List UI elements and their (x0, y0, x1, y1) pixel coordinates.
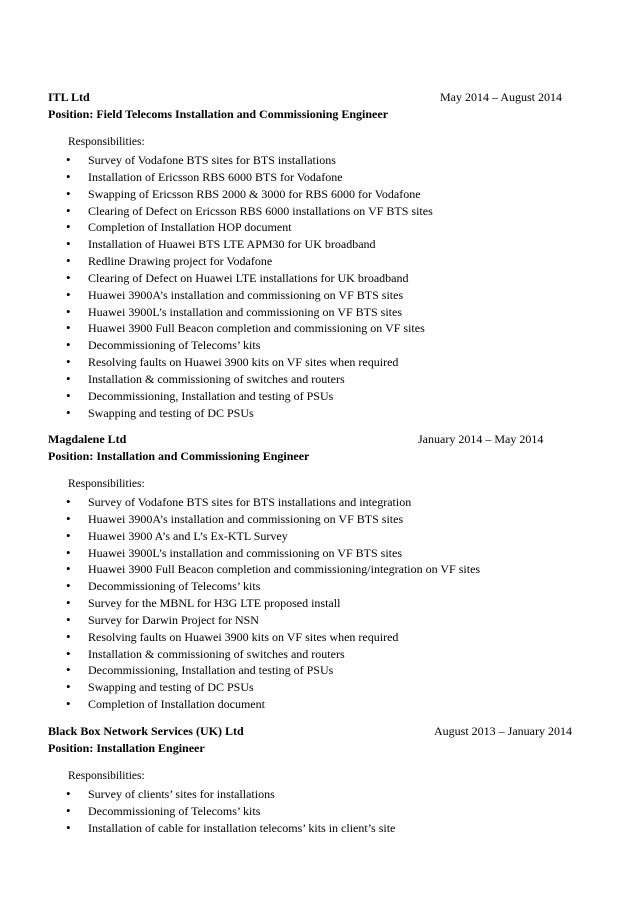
list-item: • Huawei 3900 Full Beacon completion and commissioning/integration on VF sites (66, 561, 572, 578)
list-item: • Decommissioning of Telecoms’ kits (66, 803, 572, 820)
job-position: Position: Installation and Commissioning Engineer (48, 449, 310, 463)
list-item: • Survey of Vodafone BTS sites for BTS installations and integration (66, 494, 572, 511)
list-item: • Resolving faults on Huawei 3900 kits on VF sites when required (66, 629, 572, 646)
list-item: • Installation of Huawei BTS LTE APM30 for UK broadband (66, 236, 572, 253)
job-position: Position: Installation Engineer (48, 741, 205, 755)
employment-dates: May 2014 – August 2014 (440, 90, 563, 104)
list-item: • Survey for Darwin Project for NSN (66, 612, 572, 629)
job-itl (48, 89, 572, 422)
list-item: • Installation & commissioning of switches and routers (66, 371, 572, 388)
list-item: • Redline Drawing project for Vodafone (66, 253, 572, 270)
job-magdalene (48, 431, 572, 713)
employment-dates: January 2014 – May 2014 (418, 432, 544, 446)
job-black-box (48, 723, 572, 837)
job-header (48, 723, 572, 740)
list-item: • Decommissioning of Telecoms’ kits (66, 578, 572, 595)
list-item: • Resolving faults on Huawei 3900 kits on VF sites when required (66, 354, 572, 371)
responsibilities-label: Responsibilities: (68, 136, 145, 148)
list-item: • Installation of Ericsson RBS 6000 BTS for Vodafone (66, 169, 572, 186)
company-name: ITL Ltd (48, 90, 90, 104)
list-item: • Decommissioning, Installation and testing of PSUs (66, 662, 572, 679)
employment-dates: August 2013 – January 2014 (434, 724, 572, 738)
list-item: • Completion of Installation HOP document (66, 219, 572, 236)
list-item: • Clearing of Defect on Huawei LTE installations for UK broadband (66, 270, 572, 287)
responsibilities-list (48, 152, 572, 422)
list-item: • Survey of clients’ sites for installations (66, 786, 572, 803)
list-item: • Huawei 3900L’s installation and commissioning on VF BTS sites (66, 304, 572, 321)
list-item: • Swapping and testing of DC PSUs (66, 679, 572, 696)
list-item: • Huawei 3900A’s installation and commissioning on VF BTS sites (66, 287, 572, 304)
responsibilities-list (48, 494, 572, 713)
job-position: Position: Field Telecoms Installation and Commissioning Engineer (48, 107, 389, 121)
company-name: Black Box Network Services (UK) Ltd (48, 724, 244, 738)
list-item: • Survey of Vodafone BTS sites for BTS installations (66, 152, 572, 169)
list-item: • Swapping and testing of DC PSUs (66, 405, 572, 422)
responsibilities-label: Responsibilities: (68, 478, 145, 490)
list-item: • Clearing of Defect on Ericsson RBS 6000 installations on VF BTS sites (66, 203, 572, 220)
company-name: Magdalene Ltd (48, 432, 127, 446)
list-item: • Decommissioning, Installation and testing of PSUs (66, 388, 572, 405)
list-item: • Completion of Installation document (66, 696, 572, 713)
responsibilities-list (48, 786, 572, 837)
list-item: • Huawei 3900 A’s and L’s Ex-KTL Survey (66, 528, 572, 545)
list-item: • Huawei 3900 Full Beacon completion and commissioning on VF sites (66, 320, 572, 337)
job-header (48, 89, 572, 106)
list-item: • Survey for the MBNL for H3G LTE proposed install (66, 595, 572, 612)
list-item: • Installation & commissioning of switches and routers (66, 646, 572, 663)
responsibilities-label: Responsibilities: (68, 770, 145, 782)
list-item: • Decommissioning of Telecoms’ kits (66, 337, 572, 354)
list-item: • Huawei 3900L’s installation and commissioning on VF BTS sites (66, 545, 572, 562)
job-header (48, 431, 572, 448)
list-item: • Installation of cable for installation telecoms’ kits in client’s site (66, 820, 572, 837)
list-item: • Huawei 3900A’s installation and commissioning on VF BTS sites (66, 511, 572, 528)
list-item: • Swapping of Ericsson RBS 2000 & 3000 for RBS 6000 for Vodafone (66, 186, 572, 203)
